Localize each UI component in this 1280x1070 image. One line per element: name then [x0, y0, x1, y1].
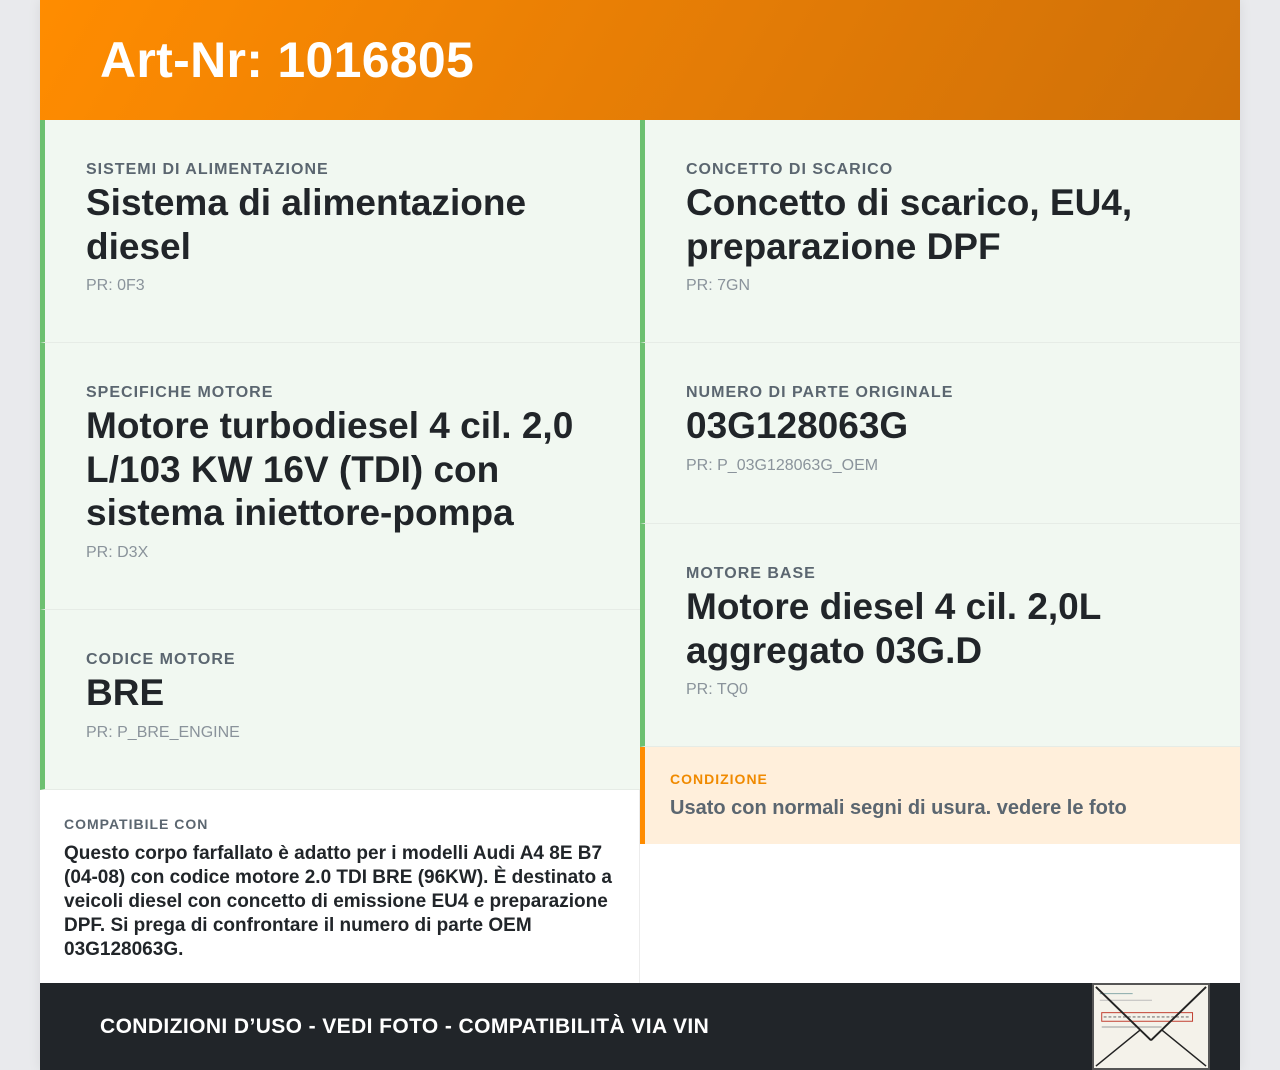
spec-value: Sistema di alimentazione diesel [86, 182, 527, 267]
spec-pr-code: PR: TQ0 [686, 681, 748, 698]
spec-value: Motore diesel 4 cil. 2,0L aggregato 03G.D [686, 586, 1101, 671]
spec-card-oem-part-number [640, 343, 1240, 524]
header-bar [40, 0, 1240, 120]
condition-label: CONDIZIONE [670, 771, 768, 787]
spec-card-engine-code [40, 610, 640, 790]
spec-pr-code: PR: 7GN [686, 277, 751, 294]
compatibility-text: Questo corpo farfallato è adatto per i modelli Audi A4 8E B7 (04-08) con codice motore 2.0 TDI BRE (96KW). È destinato a veicoli diesel con concetto di emissione EU4 e preparazione DPF. Si prega di confrontare il numero di parte OEM 03G128063G. [64, 843, 612, 960]
spec-label: MOTORE BASE [686, 565, 816, 582]
left-column [40, 120, 640, 983]
product-sheet [40, 0, 1240, 1070]
spec-value: Motore turbodiesel 4 cil. 2,0 L/103 KW 16V (TDI) con sistema iniettore-pompa [86, 405, 574, 533]
vehicle-document-envelope-icon [1092, 983, 1210, 1070]
spec-label: CONCETTO DI SCARICO [686, 161, 894, 178]
spec-pr-code: PR: P_03G128063G_OEM [686, 456, 879, 474]
condition-text: Usato con normali segni di usura. vedere le foto [670, 797, 1127, 819]
footer-text: CONDIZIONI D’USO - VEDI FOTO - COMPATIBILITÀ VIA VIN [100, 1014, 710, 1038]
spec-value: Concetto di scarico, EU4, preparazione DPF [686, 182, 1133, 267]
spec-value: BRE [86, 672, 165, 713]
spec-label: CODICE MOTORE [86, 651, 236, 668]
spec-value: 03G128063G [686, 405, 909, 446]
spec-pr-code: PR: P_BRE_ENGINE [86, 723, 240, 741]
article-number-title: Art-Nr: 1016805 [100, 32, 475, 88]
spec-card-engine-specs [40, 343, 640, 610]
compatibility-section [40, 790, 640, 983]
spec-label: SPECIFICHE MOTORE [86, 384, 274, 401]
condition-section [640, 747, 1240, 844]
spec-grid [40, 120, 1240, 983]
spec-pr-code: PR: D3X [86, 543, 149, 561]
spec-card-fuel-system [40, 120, 640, 343]
compatibility-label: COMPATIBILE CON [64, 816, 209, 832]
spec-card-base-engine [640, 524, 1240, 747]
right-column [640, 120, 1240, 983]
spec-label: NUMERO DI PARTE ORIGINALE [686, 384, 954, 401]
footer-bar [40, 983, 1240, 1070]
spec-label: SISTEMI DI ALIMENTAZIONE [86, 161, 329, 178]
spec-card-exhaust-concept [640, 120, 1240, 343]
spec-pr-code: PR: 0F3 [86, 277, 145, 294]
